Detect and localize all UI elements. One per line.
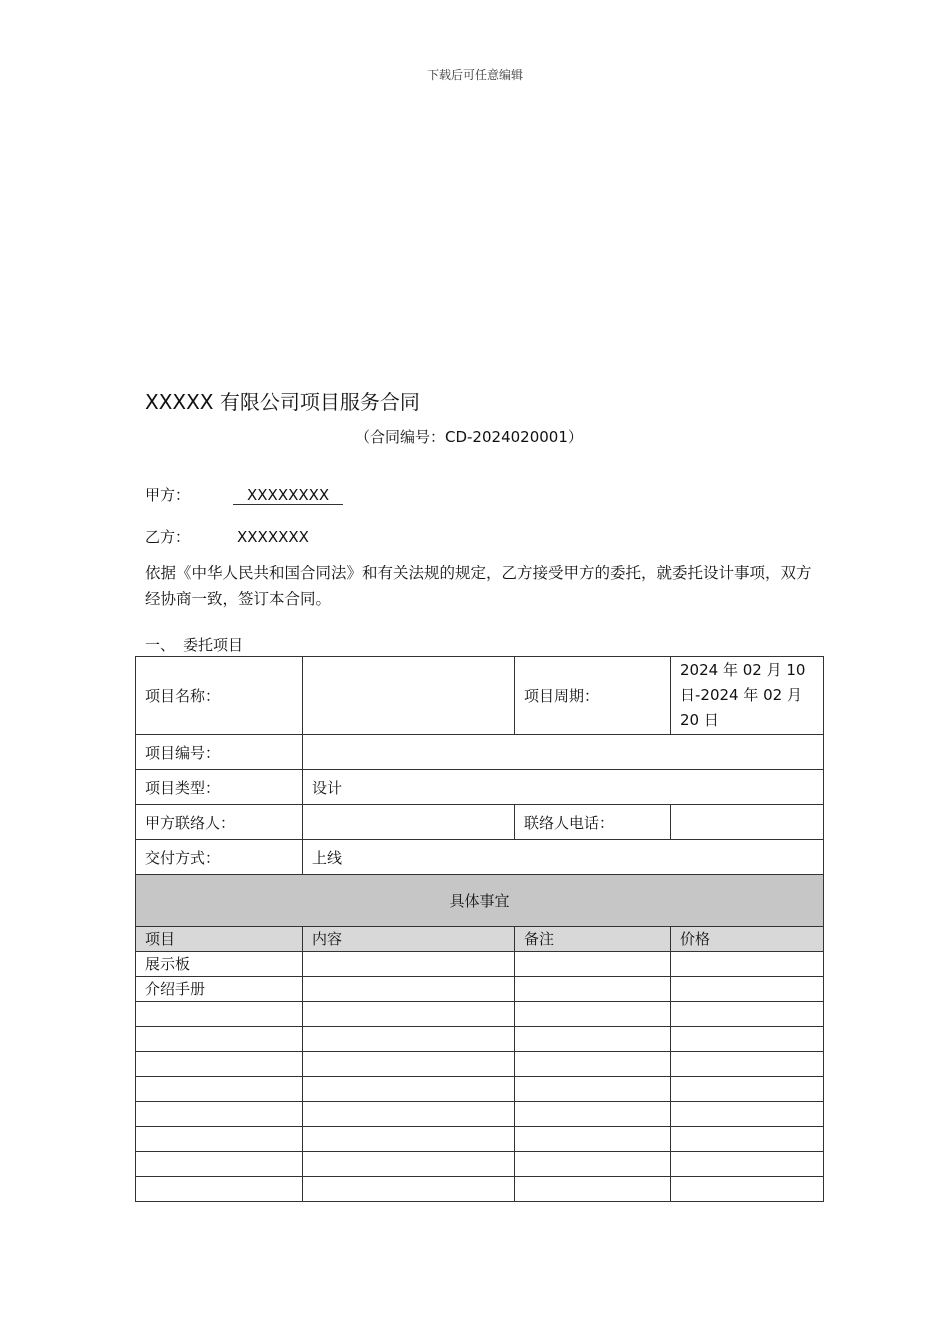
project-name-label: 项目名称： — [136, 657, 303, 735]
table-cell — [515, 977, 671, 1002]
table-cell — [671, 1152, 824, 1177]
project-period-value: 2024 年 02 月 10 日-2024 年 02 月 20 日 — [671, 657, 824, 735]
table-row — [136, 1077, 824, 1102]
table-row — [136, 1152, 824, 1177]
table-cell — [136, 1152, 303, 1177]
table-cell — [515, 1177, 671, 1202]
table-cell — [136, 1102, 303, 1127]
project-number-value — [303, 735, 824, 770]
column-header: 备注 — [515, 927, 671, 952]
table-header-row — [136, 927, 824, 952]
contact-value — [303, 805, 515, 840]
section-heading — [145, 634, 243, 655]
table-cell — [515, 1052, 671, 1077]
contract-number: （合同编号：CD-2024020001） — [355, 428, 583, 446]
table-cell — [515, 1102, 671, 1127]
table-cell — [303, 1102, 515, 1127]
table-cell: 展示板 — [136, 952, 303, 977]
table-cell — [671, 1127, 824, 1152]
column-header: 内容 — [303, 927, 515, 952]
table-row — [136, 1002, 824, 1027]
table-row — [136, 657, 824, 735]
table-cell — [671, 1002, 824, 1027]
table-row — [136, 1027, 824, 1052]
table-row — [136, 1102, 824, 1127]
table-row — [136, 977, 824, 1002]
header-note: 下载后可任意编辑 — [426, 68, 523, 82]
contact-phone-value — [671, 805, 824, 840]
table-row — [136, 1052, 824, 1077]
table-cell — [303, 1127, 515, 1152]
table-cell — [671, 977, 824, 1002]
table-cell — [303, 977, 515, 1002]
delivery-value: 上线 — [303, 840, 824, 875]
table-row — [136, 952, 824, 977]
table-cell — [671, 1052, 824, 1077]
table-cell — [671, 952, 824, 977]
column-header: 价格 — [671, 927, 824, 952]
section-number: 一、 — [145, 636, 176, 654]
table-cell — [303, 1177, 515, 1202]
document-title: XXXXX 有限公司项目服务合同 — [145, 390, 420, 414]
party-a-value: XXXXXXXX — [233, 486, 343, 505]
party-a-label: 甲方： — [145, 486, 191, 504]
table-cell — [136, 1027, 303, 1052]
table-cell — [515, 1077, 671, 1102]
table-cell — [515, 1027, 671, 1052]
project-name-value — [303, 657, 515, 735]
table-cell — [515, 1127, 671, 1152]
table-cell — [136, 1052, 303, 1077]
table-row — [136, 735, 824, 770]
delivery-label: 交付方式： — [136, 840, 303, 875]
party-b-label: 乙方： — [145, 528, 191, 546]
table-cell — [136, 1177, 303, 1202]
table-cell — [303, 1027, 515, 1052]
party-b — [145, 526, 309, 547]
table-cell — [671, 1077, 824, 1102]
table-cell — [515, 1002, 671, 1027]
table-cell — [671, 1027, 824, 1052]
column-header: 项目 — [136, 927, 303, 952]
table-row — [136, 805, 824, 840]
table-cell — [303, 1077, 515, 1102]
table-row — [136, 1127, 824, 1152]
table-cell — [136, 1002, 303, 1027]
table-cell — [303, 1152, 515, 1177]
table-cell — [303, 1052, 515, 1077]
contact-phone-label: 联络人电话： — [515, 805, 671, 840]
table-cell — [515, 952, 671, 977]
table-row — [136, 770, 824, 805]
project-period-label: 项目周期： — [515, 657, 671, 735]
contact-label: 甲方联络人： — [136, 805, 303, 840]
project-type-value: 设计 — [303, 770, 824, 805]
table-cell — [303, 1002, 515, 1027]
party-b-value: XXXXXXX — [237, 528, 309, 546]
table-cell — [515, 1152, 671, 1177]
party-a — [145, 484, 343, 505]
table-row — [136, 875, 824, 927]
project-type-label: 项目类型： — [136, 770, 303, 805]
details-heading: 具体事宜 — [136, 875, 824, 927]
section-title: 委托项目 — [183, 636, 244, 654]
table-row — [136, 1177, 824, 1202]
project-number-label: 项目编号： — [136, 735, 303, 770]
table-cell — [671, 1102, 824, 1127]
table-cell — [136, 1077, 303, 1102]
table-cell: 介绍手册 — [136, 977, 303, 1002]
table-cell — [303, 952, 515, 977]
project-table — [135, 656, 824, 1202]
table-row — [136, 840, 824, 875]
table-cell — [671, 1177, 824, 1202]
intro-paragraph: 依据《中华人民共和国合同法》和有关法规的规定，乙方接受甲方的委托，就委托设计事项，双方经协商一致，签订本合同。 — [145, 564, 812, 608]
table-cell — [136, 1127, 303, 1152]
